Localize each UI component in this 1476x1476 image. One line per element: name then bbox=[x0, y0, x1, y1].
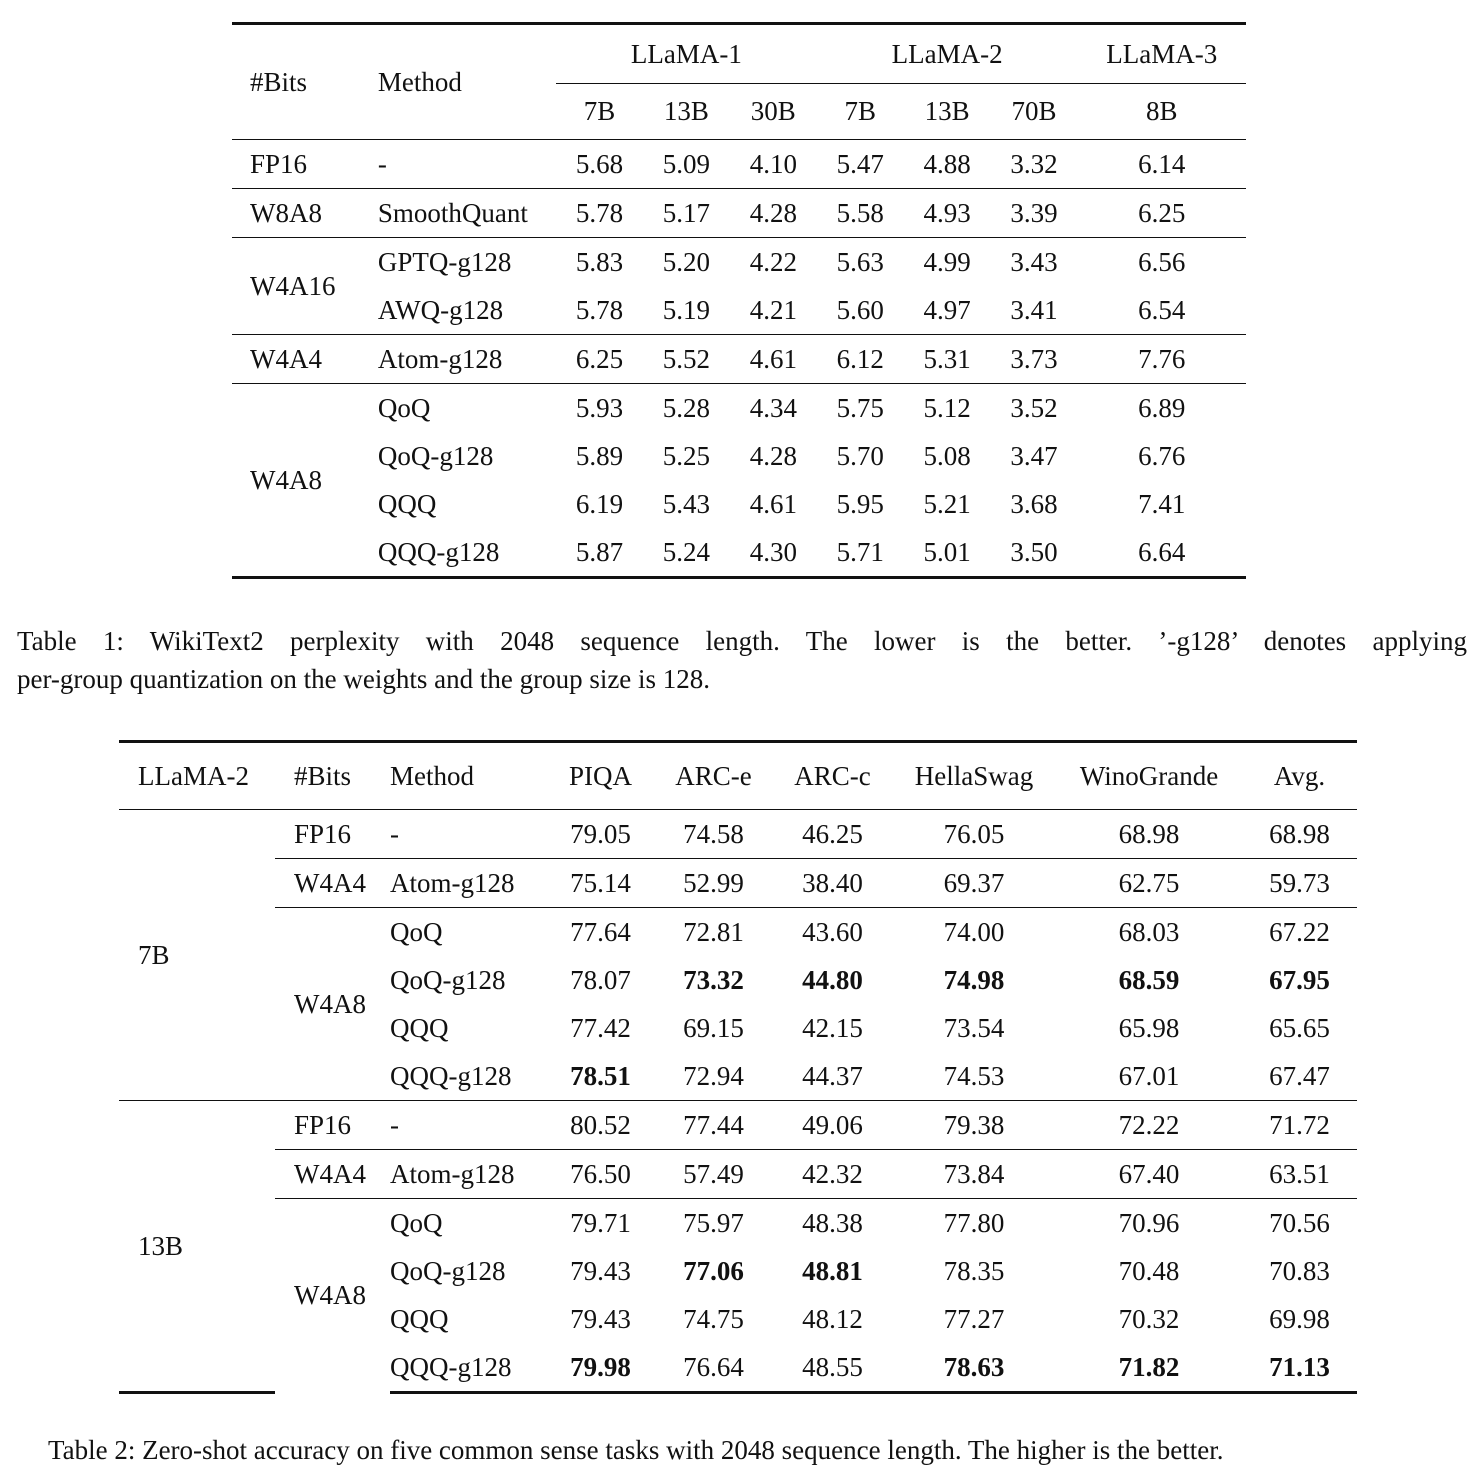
t2-value-cell: 79.38 bbox=[892, 1101, 1056, 1150]
t2-value-cell: 74.53 bbox=[943, 1060, 1005, 1091]
table1-caption bbox=[17, 622, 1467, 698]
t1-header-size: 70B bbox=[1011, 96, 1057, 126]
t1-value-cell: 3.43 bbox=[1010, 246, 1058, 277]
t1-bits-cell: W4A4 bbox=[232, 335, 378, 384]
t1-value-cell: 6.19 bbox=[575, 488, 624, 519]
table-row bbox=[119, 908, 1357, 957]
t2-bits-cell: W4A4 bbox=[275, 1150, 390, 1199]
t2-value-cell: 77.44 bbox=[654, 1101, 773, 1150]
t2-value-cell: 62.75 bbox=[1056, 859, 1242, 908]
t1-value-cell: 4.99 bbox=[923, 246, 971, 277]
t2-value-cell: 79.98 bbox=[547, 1343, 654, 1393]
t1-value-cell: 5.28 bbox=[662, 392, 711, 423]
t1-value-cell: 3.52 bbox=[1010, 392, 1058, 423]
t2-value-cell: 48.38 bbox=[773, 1199, 892, 1248]
t2-value-cell: 70.56 bbox=[1242, 1199, 1357, 1248]
t1-value-cell: 5.71 bbox=[817, 528, 904, 578]
t2-value-cell: 72.81 bbox=[654, 908, 773, 957]
t2-method-cell: QQQ bbox=[390, 1303, 449, 1334]
t2-method-cell: QoQ-g128 bbox=[390, 964, 506, 995]
t1-value-cell: 5.47 bbox=[817, 140, 904, 189]
t1-value-cell: 5.93 bbox=[575, 392, 624, 423]
t2-value-cell: 70.83 bbox=[1269, 1255, 1330, 1286]
t1-value-cell: 5.95 bbox=[836, 488, 884, 519]
t1-header-group-llama3: LLaMA-3 bbox=[1077, 24, 1246, 84]
t2-model-cell: 7B bbox=[138, 939, 170, 970]
t2-value-cell: 74.75 bbox=[683, 1303, 744, 1334]
table2-caption: Table 2: Zero-shot accuracy on five common sense tasks with 2048 sequence length. The higher is the better. bbox=[48, 1435, 1224, 1465]
t1-value-cell: 5.87 bbox=[556, 528, 643, 578]
t2-value-cell: 48.81 bbox=[802, 1255, 863, 1286]
t2-value-cell: 73.84 bbox=[892, 1150, 1056, 1199]
t1-method-cell: QoQ-g128 bbox=[377, 440, 494, 471]
t1-value-cell: 6.89 bbox=[1138, 392, 1186, 423]
t1-method-cell: GPTQ-g128 bbox=[377, 246, 512, 277]
t2-value-cell: 52.99 bbox=[654, 859, 773, 908]
t1-value-cell: 5.21 bbox=[923, 488, 971, 519]
t2-bits-cell: W4A8 bbox=[275, 908, 390, 1101]
table-row bbox=[232, 286, 1246, 335]
t1-value-cell: 3.39 bbox=[991, 189, 1078, 238]
t1-value-cell: 5.83 bbox=[575, 246, 624, 277]
t2-value-cell: 71.13 bbox=[1242, 1343, 1357, 1393]
t1-value-cell: 5.78 bbox=[556, 189, 643, 238]
t1-value-cell: 4.10 bbox=[730, 140, 817, 189]
t2-value-cell: 76.64 bbox=[654, 1343, 773, 1393]
t2-value-cell: 70.96 bbox=[1056, 1199, 1242, 1248]
t2-method-cell: QQQ-g128 bbox=[390, 1060, 512, 1091]
t2-bits-cell: FP16 bbox=[294, 818, 352, 849]
t2-method-cell: Atom-g128 bbox=[390, 859, 547, 908]
t1-value-cell: 4.28 bbox=[749, 440, 797, 471]
t2-value-cell: 67.22 bbox=[1242, 908, 1357, 957]
t1-value-cell: 4.22 bbox=[749, 246, 797, 277]
t1-value-cell: 5.68 bbox=[556, 140, 643, 189]
t2-header-hellaswag: HellaSwag bbox=[892, 742, 1056, 810]
t1-value-cell: 4.93 bbox=[904, 189, 991, 238]
table-row bbox=[232, 238, 1246, 287]
t2-value-cell: 63.51 bbox=[1242, 1150, 1357, 1199]
t1-method-cell: QoQ bbox=[377, 392, 431, 423]
table-row bbox=[119, 810, 1357, 859]
t1-value-cell: 5.75 bbox=[836, 392, 884, 423]
t2-value-cell: 74.00 bbox=[892, 908, 1056, 957]
t1-value-cell: 7.41 bbox=[1138, 488, 1186, 519]
t2-header-model: LLaMA-2 bbox=[119, 742, 275, 810]
zero-shot-accuracy-table bbox=[119, 740, 1357, 1394]
t1-value-cell: 5.70 bbox=[836, 440, 884, 471]
t2-value-cell: 76.50 bbox=[547, 1150, 654, 1199]
t2-value-cell: 73.32 bbox=[683, 964, 744, 995]
t1-method-cell: AWQ-g128 bbox=[378, 286, 556, 335]
t2-value-cell: 79.43 bbox=[570, 1255, 631, 1286]
t2-method-cell: QoQ bbox=[390, 908, 547, 957]
t1-value-cell: 4.61 bbox=[730, 335, 817, 384]
table1-caption-line2: per-group quantization on the weights and the group size is 128. bbox=[17, 664, 711, 694]
t2-value-cell: 68.59 bbox=[1118, 964, 1180, 995]
t2-value-cell: 79.71 bbox=[547, 1199, 654, 1248]
t2-method-cell: QQQ-g128 bbox=[390, 1343, 547, 1393]
t1-value-cell: 3.50 bbox=[991, 528, 1078, 578]
t2-value-cell: 69.37 bbox=[892, 859, 1056, 908]
t2-value-cell: 42.15 bbox=[802, 1012, 863, 1043]
t2-value-cell: 78.07 bbox=[570, 964, 631, 995]
t1-value-cell: 5.31 bbox=[904, 335, 991, 384]
t1-header-method: Method bbox=[378, 24, 556, 140]
t1-bits-cell: W4A8 bbox=[232, 384, 378, 578]
t2-value-cell: 48.55 bbox=[773, 1343, 892, 1393]
t2-header-piqa: PIQA bbox=[547, 742, 654, 810]
t2-value-cell: 68.98 bbox=[1118, 818, 1180, 849]
t1-value-cell: 4.88 bbox=[904, 140, 991, 189]
t2-value-cell: 49.06 bbox=[773, 1101, 892, 1150]
t2-header-arc-c: ARC-c bbox=[773, 742, 892, 810]
t2-value-cell: 79.43 bbox=[570, 1303, 631, 1334]
t2-value-cell: 69.15 bbox=[683, 1012, 744, 1043]
t1-value-cell: 7.76 bbox=[1077, 335, 1246, 384]
t1-value-cell: 6.25 bbox=[1077, 189, 1246, 238]
t1-value-cell: 4.28 bbox=[730, 189, 817, 238]
t1-value-cell: 5.60 bbox=[817, 286, 904, 335]
t1-header-size: 30B bbox=[750, 96, 796, 126]
t2-value-cell: 67.47 bbox=[1269, 1060, 1330, 1091]
t2-value-cell: 67.40 bbox=[1056, 1150, 1242, 1199]
t1-method-cell: QQQ-g128 bbox=[378, 528, 556, 578]
t2-value-cell: 77.64 bbox=[547, 908, 654, 957]
t2-value-cell: 77.80 bbox=[892, 1199, 1056, 1248]
t2-bits-cell: W4A4 bbox=[275, 859, 390, 908]
t1-value-cell: 5.20 bbox=[662, 246, 711, 277]
t1-header-bits: #Bits bbox=[232, 24, 378, 140]
table-row bbox=[232, 335, 1246, 384]
t2-value-cell: 38.40 bbox=[773, 859, 892, 908]
t2-value-cell: 65.98 bbox=[1118, 1012, 1180, 1043]
t2-header-avg: Avg. bbox=[1242, 742, 1357, 810]
t1-header-size: 13B bbox=[663, 96, 709, 126]
t2-value-cell: 59.73 bbox=[1242, 859, 1357, 908]
t1-header-size: 7B bbox=[583, 96, 616, 126]
t1-header-group-llama1: LLaMA-1 bbox=[556, 24, 817, 84]
t2-method-cell: QoQ-g128 bbox=[390, 1255, 506, 1286]
t2-value-cell: 79.05 bbox=[570, 818, 631, 849]
t2-model-cell: 13B bbox=[119, 1101, 275, 1393]
t2-value-cell: 72.94 bbox=[683, 1060, 744, 1091]
t1-value-cell: 3.32 bbox=[991, 140, 1078, 189]
t2-method-cell: - bbox=[390, 1101, 547, 1150]
t1-value-cell: 5.09 bbox=[643, 140, 730, 189]
t1-value-cell: 5.78 bbox=[556, 286, 643, 335]
t1-value-cell: 6.56 bbox=[1138, 246, 1186, 277]
t1-value-cell: 5.25 bbox=[662, 440, 711, 471]
t1-value-cell: 6.76 bbox=[1138, 440, 1186, 471]
t2-value-cell: 46.25 bbox=[802, 818, 863, 849]
t1-value-cell: 3.41 bbox=[991, 286, 1078, 335]
t2-value-cell: 67.01 bbox=[1118, 1060, 1180, 1091]
table-row bbox=[232, 140, 1246, 189]
t2-value-cell: 48.12 bbox=[802, 1303, 863, 1334]
t1-value-cell: 4.30 bbox=[730, 528, 817, 578]
t2-header-method: Method bbox=[390, 742, 547, 810]
table-row bbox=[232, 528, 1246, 578]
t2-value-cell: 73.54 bbox=[943, 1012, 1005, 1043]
t2-value-cell: 77.42 bbox=[570, 1012, 631, 1043]
t1-value-cell: 4.34 bbox=[749, 392, 797, 423]
t2-value-cell: 71.82 bbox=[1056, 1343, 1242, 1393]
t2-value-cell: 57.49 bbox=[654, 1150, 773, 1199]
t1-bits-cell: FP16 bbox=[232, 140, 378, 189]
t2-value-cell: 69.98 bbox=[1269, 1303, 1330, 1334]
t2-value-cell: 71.72 bbox=[1242, 1101, 1357, 1150]
t2-header-winogrande: WinoGrande bbox=[1056, 742, 1242, 810]
t2-value-cell: 44.80 bbox=[802, 964, 863, 995]
t1-value-cell: 6.54 bbox=[1077, 286, 1246, 335]
t1-bits-cell: W8A8 bbox=[232, 189, 378, 238]
t1-method-cell: SmoothQuant bbox=[378, 189, 556, 238]
t2-value-cell: 70.32 bbox=[1118, 1303, 1180, 1334]
t1-value-cell: 6.25 bbox=[556, 335, 643, 384]
t1-header-size: 13B bbox=[924, 96, 970, 126]
t2-value-cell: 80.52 bbox=[547, 1101, 654, 1150]
t2-value-cell: 43.60 bbox=[773, 908, 892, 957]
table-row bbox=[119, 1101, 1357, 1150]
t1-method-cell: Atom-g128 bbox=[378, 335, 556, 384]
t1-value-cell: 3.47 bbox=[1010, 440, 1058, 471]
t2-value-cell: 68.03 bbox=[1056, 908, 1242, 957]
t1-header-size: 8B bbox=[1145, 96, 1178, 126]
t2-method-cell: QQQ bbox=[390, 1012, 449, 1043]
t1-bits-cell: W4A16 bbox=[232, 238, 378, 335]
t2-method-cell: QoQ bbox=[390, 1199, 547, 1248]
t2-value-cell: 78.51 bbox=[570, 1060, 631, 1091]
table-row bbox=[119, 859, 1357, 908]
t2-value-cell: 74.58 bbox=[683, 818, 744, 849]
table-row bbox=[232, 480, 1246, 528]
perplexity-table bbox=[232, 22, 1246, 579]
t1-value-cell: 3.68 bbox=[1010, 488, 1058, 519]
t1-value-cell: 4.21 bbox=[730, 286, 817, 335]
t1-value-cell: 5.52 bbox=[643, 335, 730, 384]
t1-value-cell: 4.61 bbox=[749, 488, 797, 519]
t2-value-cell: 75.14 bbox=[547, 859, 654, 908]
t2-value-cell: 67.95 bbox=[1269, 964, 1330, 995]
t2-value-cell: 72.22 bbox=[1056, 1101, 1242, 1150]
t1-value-cell: 5.24 bbox=[643, 528, 730, 578]
t1-value-cell: 5.43 bbox=[662, 488, 711, 519]
t1-value-cell: 4.97 bbox=[904, 286, 991, 335]
t2-value-cell: 65.65 bbox=[1269, 1012, 1330, 1043]
t1-value-cell: 6.64 bbox=[1077, 528, 1246, 578]
table-row bbox=[119, 1150, 1357, 1199]
t1-value-cell: 6.14 bbox=[1077, 140, 1246, 189]
t2-value-cell: 78.63 bbox=[892, 1343, 1056, 1393]
t1-value-cell: 5.58 bbox=[817, 189, 904, 238]
table-row bbox=[119, 1199, 1357, 1248]
t1-value-cell: 5.12 bbox=[923, 392, 971, 423]
t2-method-cell: - bbox=[390, 818, 399, 849]
table-row bbox=[232, 432, 1246, 480]
table-row bbox=[232, 189, 1246, 238]
t2-value-cell: 44.37 bbox=[802, 1060, 863, 1091]
table1-caption-line1: Table 1: WikiText2 perplexity with 2048 sequence length. The lower is the better. ’-g128’ denotes applying bbox=[17, 626, 1467, 656]
t2-value-cell: 77.06 bbox=[683, 1255, 744, 1286]
t1-header-group-llama2: LLaMA-2 bbox=[817, 24, 1078, 84]
t1-method-cell: QQQ bbox=[377, 488, 437, 519]
t1-value-cell: 5.01 bbox=[904, 528, 991, 578]
t2-header-arc-e: ARC-e bbox=[654, 742, 773, 810]
t2-header-bits: #Bits bbox=[275, 742, 390, 810]
t1-value-cell: 6.12 bbox=[817, 335, 904, 384]
t2-value-cell: 76.05 bbox=[943, 818, 1005, 849]
t1-value-cell: 5.63 bbox=[836, 246, 884, 277]
t1-value-cell: 5.19 bbox=[643, 286, 730, 335]
t2-value-cell: 70.48 bbox=[1118, 1255, 1180, 1286]
t2-value-cell: 68.98 bbox=[1269, 818, 1330, 849]
t2-bits-cell: FP16 bbox=[275, 1101, 390, 1150]
t1-value-cell: 3.73 bbox=[991, 335, 1078, 384]
t1-value-cell: 5.08 bbox=[923, 440, 971, 471]
t2-value-cell: 78.35 bbox=[943, 1255, 1005, 1286]
t1-header-size: 7B bbox=[844, 96, 876, 126]
t2-bits-cell: W4A8 bbox=[275, 1199, 390, 1393]
t1-value-cell: 5.89 bbox=[575, 440, 624, 471]
t2-value-cell: 77.27 bbox=[943, 1303, 1005, 1334]
t2-value-cell: 74.98 bbox=[943, 964, 1005, 995]
table-row bbox=[232, 384, 1246, 433]
t1-value-cell: 5.17 bbox=[643, 189, 730, 238]
t2-value-cell: 42.32 bbox=[773, 1150, 892, 1199]
t1-method-cell: - bbox=[378, 140, 556, 189]
t2-method-cell: Atom-g128 bbox=[390, 1150, 547, 1199]
t2-value-cell: 75.97 bbox=[654, 1199, 773, 1248]
